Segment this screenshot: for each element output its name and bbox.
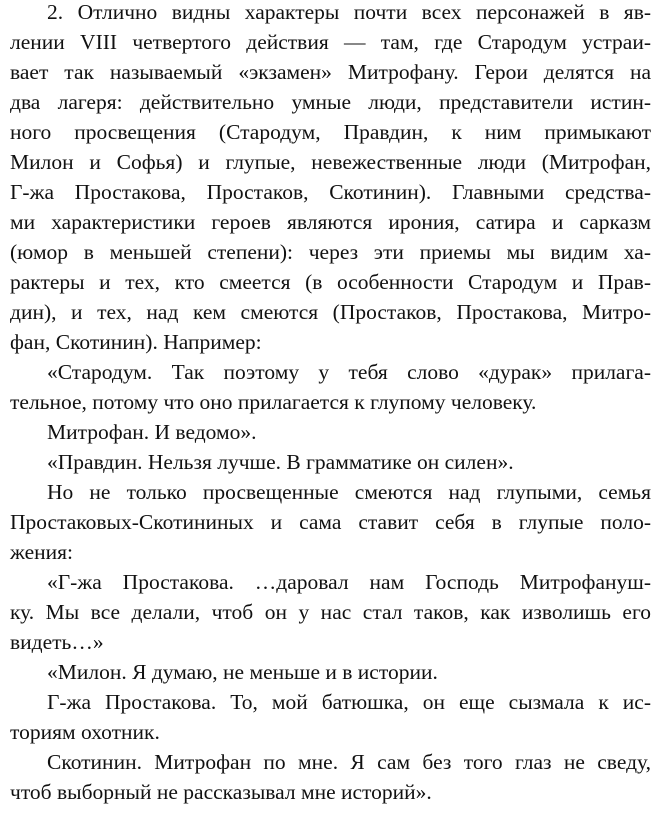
text-line: «Милон. Я думаю, не меньше и в истории. (47, 660, 438, 684)
text-line: Скотинин. Митрофан по мне. Я сам без того глаз не сведу, (47, 750, 651, 774)
text-line: «Стародум. Так поэтому у тебя слово «дурак» прилага- (47, 360, 651, 384)
text-line: Но не только просвещенные смеются над глупыми, семья (47, 480, 651, 504)
text-line: ми характеристики героев являются ирония, сатира и сарказм (10, 210, 651, 234)
text-line: фан, Скотинин). Например: (10, 330, 262, 354)
text-line: видеть…» (10, 630, 104, 654)
text-line: рактеры и тех, кто смеется (в особенности Стародум и Прав- (10, 270, 651, 294)
text-line: жения: (10, 540, 73, 564)
text-line: Милон и Софья) и глупые, невежественные люди (Митрофан, (10, 150, 651, 174)
text-line: 2. Отлично видны характеры почти всех персонажей в яв- (47, 0, 651, 24)
text-line: вает так называемый «экзамен» Митрофану. Герои делятся на (10, 60, 651, 84)
text-line: Простаковых-Скотининых и сама ставит себя в глупые поло- (10, 510, 651, 534)
text-line: дин), и тех, над кем смеются (Простаков, Простакова, Митро- (10, 300, 651, 324)
text-line: Г-жа Простакова, Простаков, Скотинин). Главными средства- (10, 180, 651, 204)
text-line: чтоб выборный не рассказывал мне историй». (10, 780, 432, 804)
text-line: «Г-жа Простакова. …даровал нам Господь Митрофануш- (47, 570, 651, 594)
text-line: ного просвещения (Стародум, Правдин, к ним примыкают (10, 120, 651, 144)
text-line: Митрофан. И ведомо». (47, 420, 257, 444)
text-line: «Правдин. Нельзя лучше. В грамматике он силен». (47, 450, 514, 474)
text-line: тельное, потому что оно прилагается к глупому человеку. (10, 390, 537, 414)
text-line: (юмор в меньшей степени): через эти приемы мы видим ха- (10, 240, 651, 264)
text-line: лении VIII четвертого действия — там, где Стародум устраи- (10, 30, 651, 54)
text-line: Г-жа Простакова. То, мой батюшка, он еще сызмала к ис- (47, 690, 651, 714)
text-line: ториям охотник. (10, 720, 160, 744)
text-line: два лагеря: действительно умные люди, представители истин- (10, 90, 651, 114)
text-line: ку. Мы все делали, чтоб он у нас стал таков, как изволишь его (10, 600, 651, 624)
